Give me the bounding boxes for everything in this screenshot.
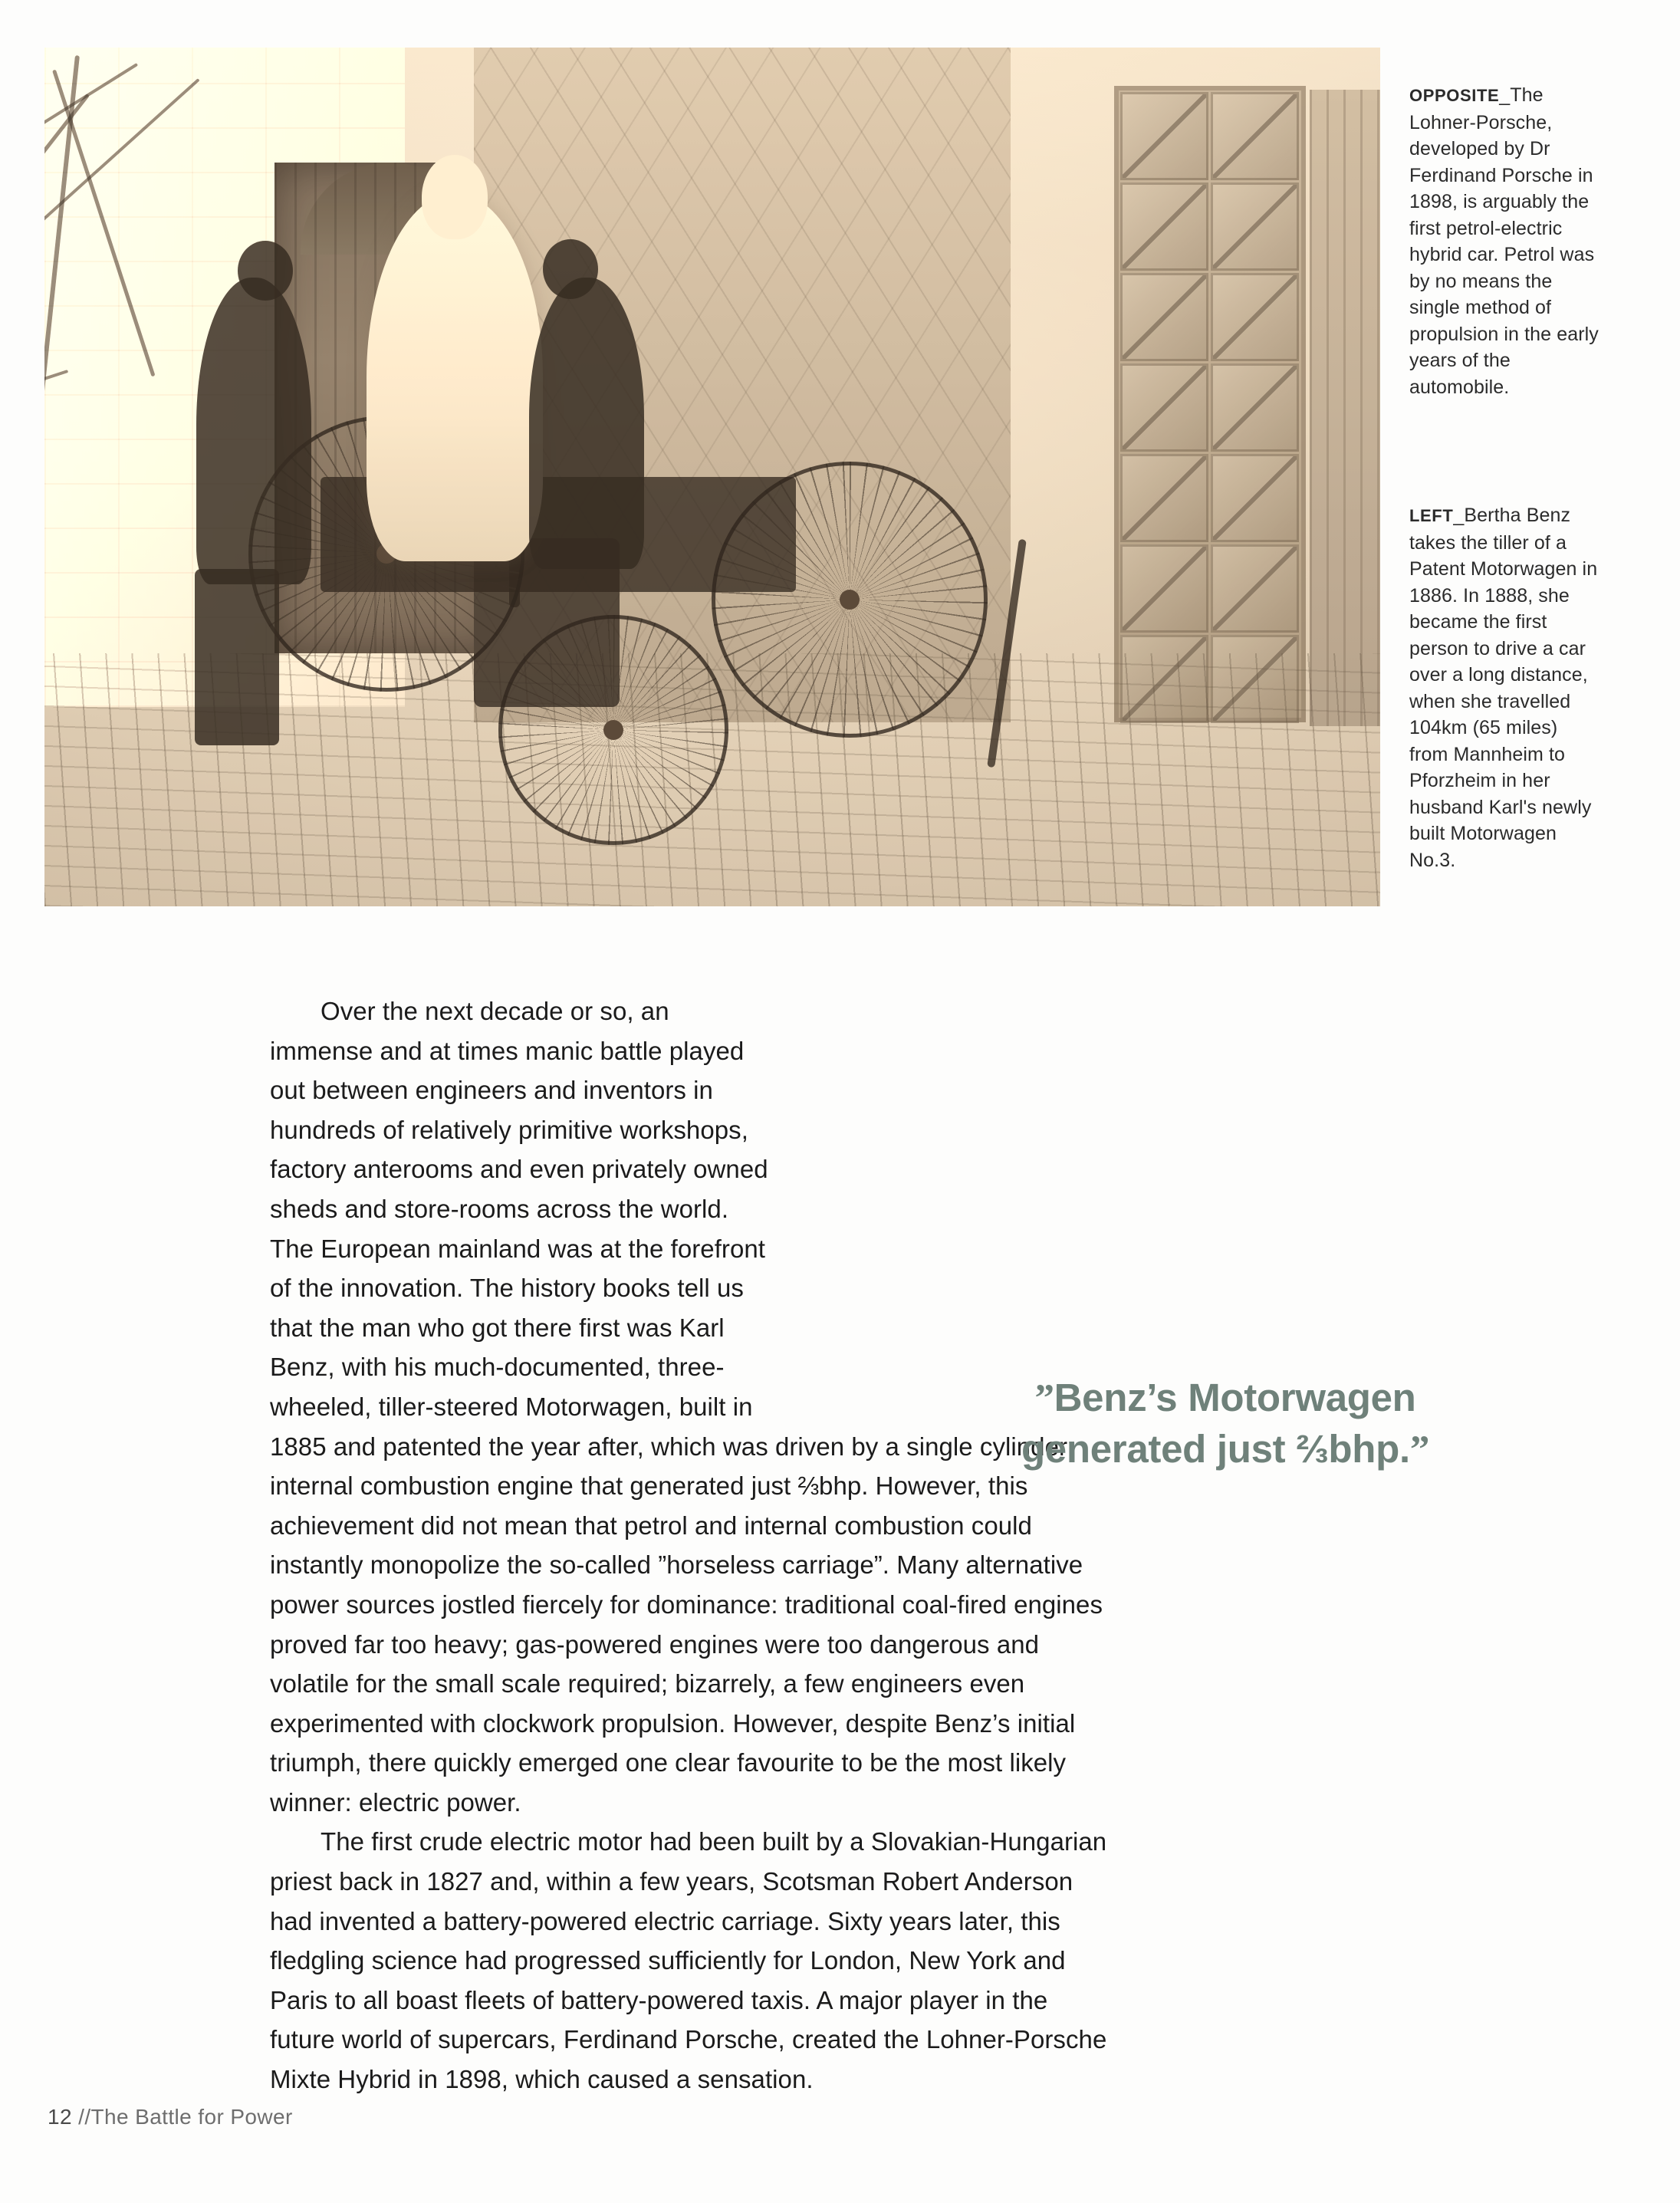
pull-quote	[919, 1373, 1532, 1475]
page-footer	[48, 2105, 293, 2129]
man-left-head	[238, 241, 293, 301]
panelled-door-right	[1310, 90, 1380, 726]
running-head: //The Battle for Power	[78, 2105, 293, 2129]
caption-left-text	[1409, 502, 1601, 873]
caption-opposite-separator: _	[1499, 84, 1511, 106]
caption-opposite-body: The Lohner-Porsche, developed by Dr Ferdinand Porsche in 1898, is arguably the first petrol-electric hybrid car. Petrol was by no means the single method of propulsion in the early years of the automobile.	[1409, 84, 1599, 398]
body-paragraph-2	[270, 1822, 1113, 2099]
pull-quote-line-2: generated just ⅔bhp.	[1021, 1427, 1410, 1471]
historical-photograph	[44, 48, 1380, 906]
body-paragraph-2-text: The first crude electric motor had been built by a Slovakian-Hungarian priest back in 1827 and, within a few years, Scotsman Robert Anderson had invented a battery-powered electric carriage. Sixty years later, this fledgling science had progressed sufficiently for London, New York and Paris to all boast fleets of battery-powered taxis. A major player in the future world of supercars, Ferdinand Porsche, created the Lohner-Porsche Mixte Hybrid in 1898, which caused a sensation.	[270, 1827, 1107, 2094]
caption-left	[1409, 483, 1601, 893]
body-paragraph-1-text: Over the next decade or so, an immense and at times manic battle played out between engineers and inventors in hundreds of relatively primitive workshops, factory anterooms and even privately owned sheds and store-rooms across the world. The European mainland was at the forefront of the innovation. The history books tell us that the man who got there first was Karl Benz, with his much-documented, three-wheeled, tiller-steered Motorwagen, built in 1885 and patented the year after, which was driven by a single cylinder internal combustion engine that generated just ⅔bhp. However, this achievement did not mean that petrol and internal combustion could instantly monopolize the so-called ”horseless carriage”. Many alternative power sources jostled fiercely for dominance: traditional coal-fired engines proved far too heavy; gas-powered engines were too dangerous and volatile for the small scale required; bizarrely, a few engineers even experimented with clockwork propulsion. However, despite Benz’s initial triumph, there quickly emerged one clear favourite to be the most likely winner: electric power.	[270, 997, 1103, 1817]
bertha-benz-figure	[367, 193, 543, 561]
man-left-legs	[195, 569, 279, 745]
page-number: 12	[48, 2105, 72, 2129]
caption-left-body: Bertha Benz takes the tiller of a Patent Motorwagen in 1886. In 1888, she became the first person to drive a car over a long distance, when she travelled 104km (65 miles) from Mannheim to Pforzheim in her husband Karl's newly built Motorwagen No.3.	[1409, 505, 1598, 871]
caption-opposite-lead: OPPOSITE	[1409, 86, 1500, 105]
pull-quote-line-1: Benz’s Motorwagen	[1054, 1376, 1416, 1419]
article-body	[270, 991, 1113, 2099]
man-right-head	[543, 239, 598, 299]
motorwagen-rear-wheel-right	[712, 462, 988, 738]
pull-quote-open-quote: ”	[1034, 1377, 1054, 1420]
caption-opposite	[1409, 63, 1601, 419]
caption-left-lead: LEFT	[1409, 506, 1454, 525]
caption-left-separator: _	[1453, 505, 1465, 526]
motorwagen-front-wheel	[498, 615, 728, 845]
man-left-figure	[196, 278, 311, 584]
man-right-figure	[529, 278, 644, 569]
pull-quote-text-wrap-spacer	[776, 1145, 1113, 1398]
photo-canvas	[44, 48, 1380, 906]
caption-opposite-text	[1409, 82, 1601, 400]
bertha-benz-head	[422, 155, 488, 239]
pull-quote-close-quote: ”	[1409, 1429, 1430, 1471]
geometric-panelled-door	[1114, 86, 1306, 722]
